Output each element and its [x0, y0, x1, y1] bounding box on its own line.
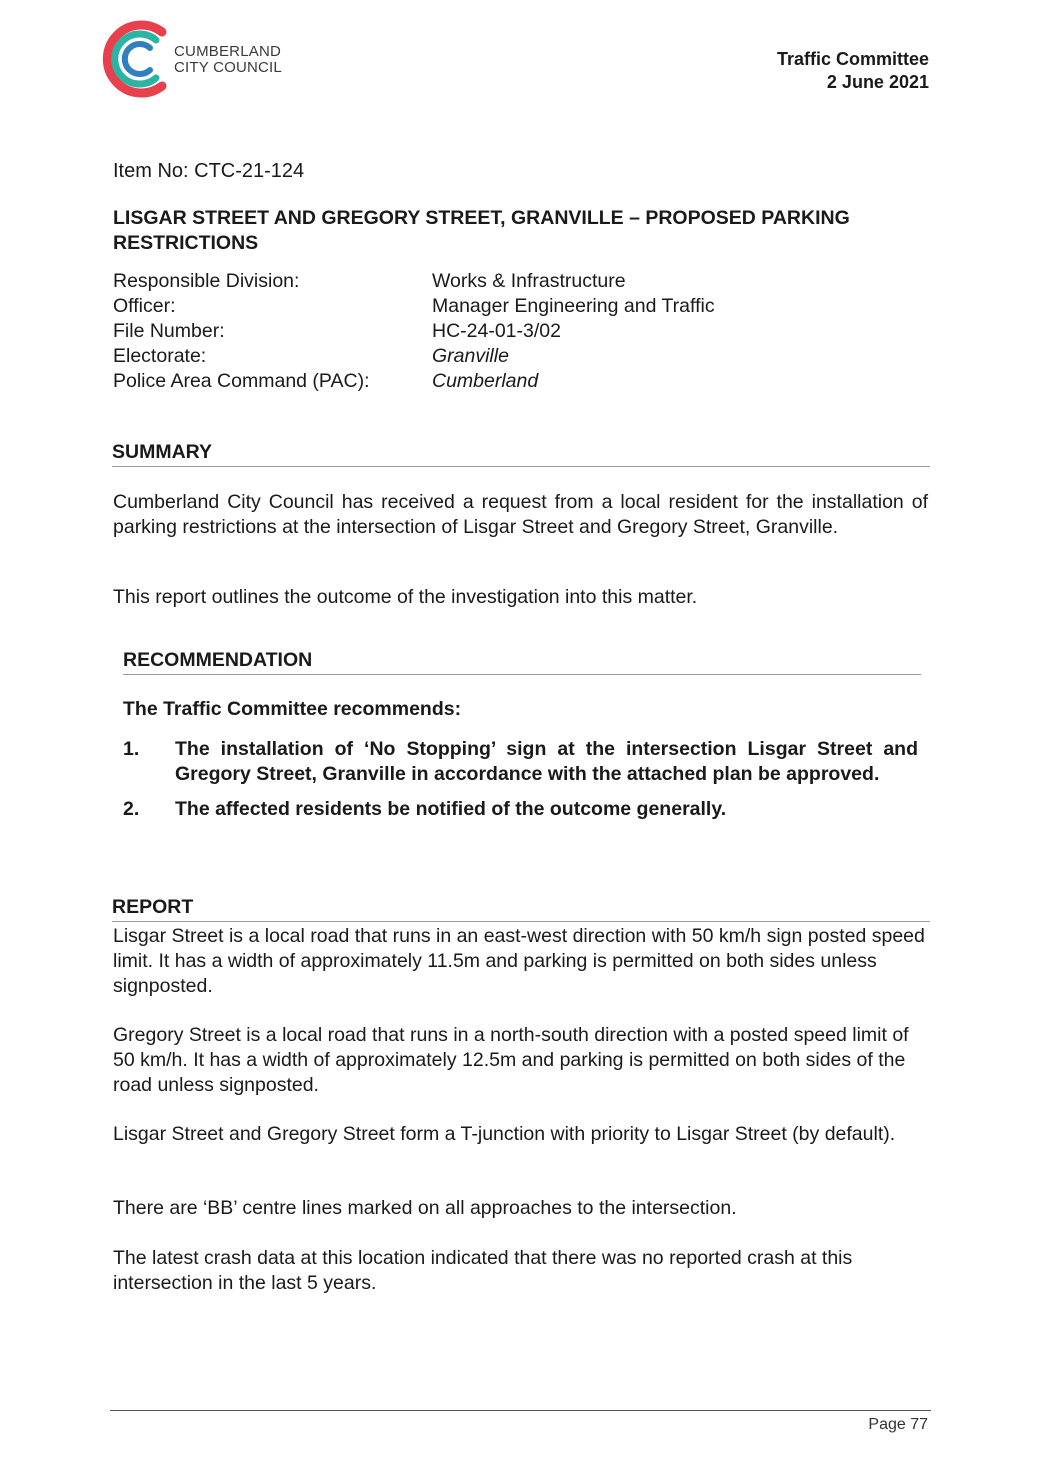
meta-label: Officer: — [113, 295, 176, 317]
item-number: Item No: CTC-21-124 — [113, 160, 305, 182]
meta-row-pac — [113, 369, 715, 394]
recommendation-list — [123, 737, 918, 832]
meta-label: Responsible Division: — [113, 270, 300, 292]
meta-value: Granville — [432, 345, 509, 367]
recommendation-text: The installation of ‘No Stopping’ sign at the intersection Lisgar Street and Gregory Street, Granville in accordance with the attached plan be approved. — [175, 738, 918, 785]
report-paragraph: The latest crash data at this location indicated that there was no reported crash at this intersection in the last 5 years. — [113, 1247, 853, 1294]
report-paragraph: Gregory Street is a local road that runs in a north-south direction with a posted speed limit of 50 km/h. It has a width of approximately 12.5m and parking is permitted on both sides of the road unless signposted. — [113, 1024, 909, 1096]
report-paragraph: Lisgar Street is a local road that runs in an east-west direction with 50 km/h sign posted speed limit. It has a width of approximately 11.5m and parking is permitted on both sides unless signposted. — [113, 925, 925, 997]
recommendation-heading: RECOMMENDATION — [123, 649, 921, 675]
committee-name: Traffic Committee — [776, 49, 929, 69]
recommendation-text: The affected residents be notified of the outcome generally. — [175, 798, 727, 820]
report-title: LISGAR STREET AND GREGORY STREET, GRANVILLE – PROPOSED PARKING RESTRICTIONS — [113, 207, 850, 254]
meta-value: Manager Engineering and Traffic — [432, 295, 715, 317]
summary-paragraph: Cumberland City Council has received a request from a local resident for the installation of parking restrictions at the intersection of Lisgar Street and Gregory Street, Granville. — [113, 491, 928, 538]
report-paragraph: There are ‘BB’ centre lines marked on all approaches to the intersection. — [113, 1197, 737, 1219]
meta-row-officer — [113, 294, 715, 319]
meta-label: Electorate: — [113, 345, 207, 367]
footer-divider — [110, 1410, 931, 1411]
meta-label: File Number: — [113, 320, 225, 342]
meta-row-electorate — [113, 344, 715, 369]
report-paragraph: Lisgar Street and Gregory Street form a T-junction with priority to Lisgar Street (by default). — [113, 1123, 896, 1145]
meta-row-file-number — [113, 319, 715, 344]
recommendation-item — [123, 797, 918, 822]
summary-heading: SUMMARY — [112, 441, 930, 467]
council-logo-wordmark — [174, 44, 282, 76]
meta-label: Police Area Command (PAC): — [113, 370, 370, 392]
document-header — [777, 48, 929, 94]
meeting-date: 2 June 2021 — [826, 72, 929, 92]
report-heading: REPORT — [112, 896, 930, 922]
summary-paragraph: This report outlines the outcome of the investigation into this matter. — [113, 586, 698, 608]
logo-line-1: CUMBERLAND — [174, 43, 282, 60]
council-logo-icon — [100, 18, 172, 100]
logo-line-2: CITY COUNCIL — [174, 59, 282, 76]
page-number: Page 77 — [868, 1416, 928, 1433]
council-logo — [100, 18, 300, 100]
meta-value: HC-24-01-3/02 — [432, 320, 561, 342]
meta-value: Works & Infrastructure — [432, 270, 626, 292]
recommendation-intro: The Traffic Committee recommends: — [123, 698, 462, 720]
recommendation-number: 2. — [123, 798, 140, 820]
meta-value: Cumberland — [432, 370, 539, 392]
report-metadata — [113, 269, 715, 394]
recommendation-number: 1. — [123, 738, 140, 760]
recommendation-item — [123, 737, 918, 787]
meta-row-division — [113, 269, 715, 294]
